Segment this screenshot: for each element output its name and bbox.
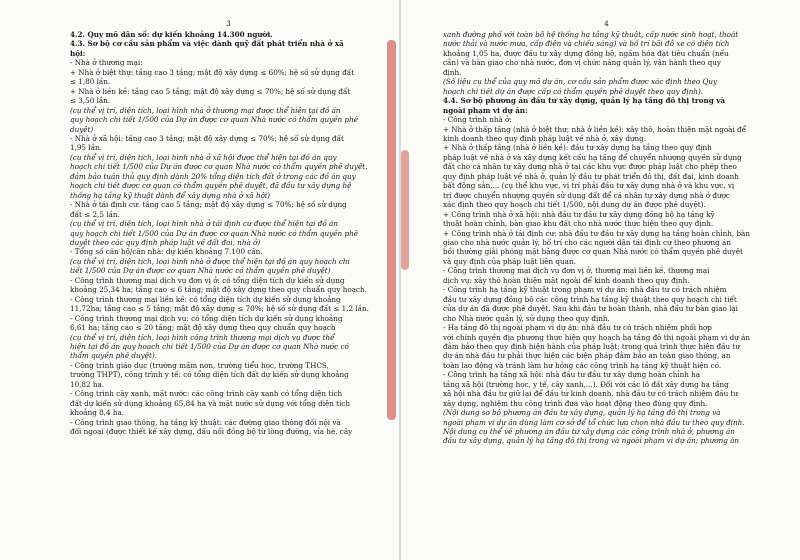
text-line: - Công trình giao thông, hạ tầng kỹ thuật: các đường giao thông đối nội và [70,417,341,427]
text-line: (Số liệu cụ thể của quy mô dự án, cơ cấu sản phẩm được xác định theo Quy [443,77,718,87]
text-line: - Công trình thương mại liền kề: có tổng diện tích dự kiến sử dụng khoảng [70,294,341,304]
text-line: ≤ 1,80 lần. [70,77,111,87]
text-line: dịch vụ: xây thô hoàn thiện mặt ngoài để kinh doanh theo quy định. [443,275,690,285]
text-line: xã hội nhà đầu tư giữ lại để đầu tư kinh doanh, nhà đầu tư có trách nhiệm đầu tư [443,389,739,399]
page-number: 4 [604,20,609,28]
text-line: quy hoạch chi tiết 1/500 của Dự án được cơ quan Nhà nước có thẩm quyền phê [70,228,358,238]
text-line: + Công trình nhà ở tái định cư: nhà đầu tư đầu tư xây dựng hạ tầng hoàn chỉnh, bàn [443,228,750,238]
text-line: thẩm quyền phê duyệt). [70,351,157,361]
text-line: - Công trình thương mại dịch vụ đơn vị ở, thương mại liền kề, thương mại [443,266,710,276]
text-line: - Công trình thương mại dịch vụ đơn vị ở: có tổng diện tích dự kiến sử dụng [70,275,345,285]
text-line: (cụ thể vị trí, diện tích, loại hình công trình thương mại dịch vụ được thể [70,332,335,342]
text-line: - Nhà ở tái định cư: tầng cao 5 tầng; mật độ xây dựng ≤ 70%; hệ số sử dụng [70,200,347,210]
text-line: đối ngoại (được thiết kế xây dựng, đấu nối đồng bộ từ lòng đường, vỉa hè, cây [70,427,353,437]
text-line: thống hạ tầng kỹ thuật dành để xây dựng nhà ở xã hội) [70,190,271,200]
text-line: khoảng 8,4 ha. [70,408,125,418]
text-line: của dự án đã được phê duyệt. Sau khi đầu tư hoàn thành, nhà đầu tư bàn giao lại [443,304,738,314]
text-line: - Công trình thương mại dịch vụ: có tổng diện tích dự kiến sử dụng khoảng [70,313,343,323]
text-line: khoảng 1,05 ha, được đầu tư xây dựng đồng bộ, ngầm hóa đạt tiêu chuẩn (nếu [443,48,729,58]
text-line: Nội dung cụ thể về phương án đầu tư xây dựng các công trình nhà ở, phương án [443,427,735,437]
text-line: (cụ thể vị trí, diện tích, loại hình nhà ở tái định cư được thể hiện tại đồ án [70,219,338,229]
text-line: ≤ 3,50 lần. [70,96,111,106]
text-line: ngoài phạm vi dự án: [443,105,528,115]
text-line: hoạch chi tiết được cơ quan có thẩm quyền phê duyệt, đã đầu tư xây dựng hệ [70,181,352,191]
page-number: 3 [226,20,231,28]
text-line: 4.4. Sơ bộ phương án đầu tư xây dựng, quản lý hạ tầng đô thị trong và [443,96,726,106]
text-line: - Tổng số căn hộ/căn nhà: dự kiến khoảng 7.100 căn. [70,247,263,257]
text-line: bồi thường giải phóng mặt bằng được cơ quan Nhà nước có thẩm quyền phê duyệt [443,247,743,257]
text-line: hiện tại đồ án quy hoạch chi tiết 1/500 của Dự án được cơ quan Nhà nước có [70,341,349,351]
document-page-right [401,0,800,560]
text-line: kinh doanh theo quy định pháp luật về nhà ở, xây dựng. [443,133,647,143]
text-line: giao cho nhà nước quản lý, bố trí cho các người dân tái định cư theo phương án [443,237,731,247]
text-line: hoạch chi tiết 1/500 của Dự án được cơ quan Nhà nước có thẩm quyền phê duyệt, [70,162,368,172]
text-line: 6,61 ha; tầng cao ≤ 20 tầng; mật độ xây dựng theo quy chuẩn quy hoạch [70,323,336,333]
text-line: (cụ thể vị trí, diện tích, loại hình nhà ở được thể hiện tại đồ án quy hoạch chi [70,256,350,266]
text-line: đất cho cá nhân tự xây dựng nhà ở tại các khu vực được pháp luật cho phép theo [443,162,737,172]
text-line: và quy định của pháp luật liên quan. [443,256,576,266]
text-line: nước thải và nước mưa, cấp điện và chiếu sáng) và bố trí bãi đỗ xe có diện tích [443,39,730,49]
text-line: duyệt theo các quy định pháp luật về đất đai, nhà ở) [70,237,261,247]
text-line: - Nhà ở thương mại: [70,58,143,68]
text-line: + Nhà ở biệt thự: tầng cao 3 tầng; mật độ xây dựng ≤ 60%; hệ số sử dụng đất [70,67,355,77]
text-line: + Nhà ở liền kề: tầng cao 5 tầng; mật độ xây dựng ≤ 70%; hệ số sử dụng đất [70,86,351,96]
text-line: trường THPT), công trình y tế: có tổng diện tích đất dự kiến sử dụng khoảng [70,370,349,380]
text-line: bất động sản,... (cụ thể khu vực, vị trí phải đầu tư xây dựng nhà ở và khu vực, vị [443,181,735,191]
text-line: toàn lao động và tránh làm hư hỏng các công trình hạ tầng kỹ thuật hiện có. [443,360,722,370]
text-line: đầu tư xây dựng, quản lý hạ tầng đô thị trong và ngoài phạm vi dự án; phương án [443,436,740,446]
text-line: pháp luật về nhà ở và xây dựng kết cấu hạ tầng để chuyển nhượng quyền sử dụng [443,152,742,162]
text-line: xác định theo quy hoạch chi tiết 1/500, nội dung dự án được phê duyệt). [443,200,706,210]
text-line: đảm bảo tuân thủ quy định dành 20% tổng diện tích đất ở trong các đồ án quy [70,171,356,181]
text-line: - Công trình hạ tầng xã hội: nhà đầu tư đầu tư xây dựng hoàn chỉnh hạ [443,370,701,380]
text-line: đất dự kiến sử dụng khoảng 65,84 ha và mặt nước sử dụng với tổng diện tích [70,398,351,408]
text-line: - Công trình giáo dục (trường mầm non, trường tiểu học, trường THCS, [70,360,329,370]
text-line: xây dựng, nghiệm thu công trình đưa vào hoạt động theo đúng quy định. [443,398,708,408]
text-line: 1,95 lần. [70,143,102,153]
text-line: 10,82 ha. [70,379,105,389]
text-line: khoảng 25,34 ha; tầng cao ≤ 6 tầng; mật độ xây dựng theo quy chuẩn quy hoạch. [70,285,367,295]
text-line: quy hoạch chi tiết 1/500 của Dự án được cơ quan Nhà nước có thẩm quyền phê [70,115,358,125]
text-line: - Công trình nhà ở: [443,115,512,125]
text-line: - Hạ tầng đô thị ngoài phạm vi dự án: nhà đầu tư có trách nhiệm phối hợp [443,323,712,333]
text-line: hoạch chi tiết dự án được cấp có thẩm quyền phê duyệt theo quy định). [443,86,704,96]
red-stamp-mark [387,40,396,420]
page-body [443,30,770,446]
text-line: xanh đường phố với toàn bộ hệ thống hạ tầng kỹ thuật, cấp nước sinh hoạt, thoát [443,30,739,39]
text-line: quy định pháp luật về nhà ở, quản lý đầu tư phát triển đô thị, đất đai, kinh doanh [443,171,739,181]
text-line: trí được chuyển nhượng quyền sử dụng đất để cá nhân tự xây dựng nhà ở được [443,190,730,200]
document-page-left [0,0,399,560]
text-line: 4.2. Quy mô dân số: dự kiến khoảng 14.300 người. [70,30,273,39]
text-line: duyệt) [70,124,94,134]
text-line: đảm bảo theo quy định hiện hành của pháp luật; trong quá trình thực hiện đầu tư [443,341,740,351]
text-line: ngoài phạm vi dự án dùng làm cơ sở để tổ chức lựa chọn nhà đầu tư theo quy định. [443,417,745,427]
text-line: đầu tư xây dựng đồng bộ các công trình hạ tầng kỹ thuật theo quy hoạch chi tiết [443,294,737,304]
text-line: đất ≤ 2,5 lần. [70,209,120,219]
text-line: 11,72ha; tầng cao ≤ 5 tầng; mật độ xây dựng ≤ 70%; hệ số sử dụng đất ≤ 1,2 lần. [70,304,369,314]
text-line: - Nhà ở xã hội: tầng cao 3 tầng; mật độ xây dựng ≤ 70%; hệ số sử dụng đất [70,133,344,143]
text-line: cần) và bàn giao cho nhà nước, đơn vị chức năng quản lý, vận hành theo quy [443,58,721,68]
text-line: thuật hoàn chỉnh, bàn giao khu đất cho nhà nước thực hiện theo quy định. [443,219,714,229]
text-line: + Nhà ở thấp tầng (nhà ở biệt thự; nhà ở liền kề): xây thô, hoàn thiện mặt ngoài để [443,124,747,134]
text-line: + Nhà ở thấp tầng (nhà ở liền kề): đầu tư xây dựng hạ tầng theo quy định [443,143,712,153]
text-line: với chính quyền địa phương thực hiện quy hoạch hạ tầng đô thị ngoài phạm vi dự án [443,332,751,342]
text-line: dự án nhà đầu tư phải thực hiện các biện pháp đảm bảo an toàn giao thông, an [443,351,731,361]
text-line: - Công trình cây xanh, mặt nước: các công trình cây xanh có tổng diện tích [70,389,343,399]
text-line: tầng xã hội (trường học, y tế, cây xanh,...). Đối với các lô đất xây dựng hạ tầng [443,379,729,389]
text-line: tiết 1/500 của Dự án được cơ quan Nhà nước có thẩm quyền phê duyệt) [70,266,331,276]
text-line: + Công trình nhà ở xã hội: nhà đầu tư đầu tư xây dựng đồng bộ hạ tầng kỹ [443,209,715,219]
red-stamp-mark [401,150,409,270]
text-line: cho Nhà nước quản lý, sử dụng theo quy định. [443,313,610,323]
text-line: định. [443,67,462,77]
text-line: (Nội dung sơ bộ phương án đầu tư xây dựng, quản lý hạ tầng đô thị trong và [443,408,721,418]
text-line: - Công trình hạ tầng kỹ thuật trong phạm vi dự án: nhà đầu tư có trách nhiệm [443,285,727,295]
text-line: hội: [70,48,86,58]
text-line: 4.3. Sơ bộ cơ cấu sản phẩm và việc dành quỹ đất phát triển nhà ở xã [70,39,344,49]
text-line: (cụ thể vị trí, diện tích, loại hình nhà ở xã hội được thể hiện tại đồ án quy [70,152,337,162]
text-line: (cụ thể vị trí, diện tích, loại hình nhà ở thương mại được thể hiện tại đồ án [70,105,341,115]
page-body [70,30,387,436]
